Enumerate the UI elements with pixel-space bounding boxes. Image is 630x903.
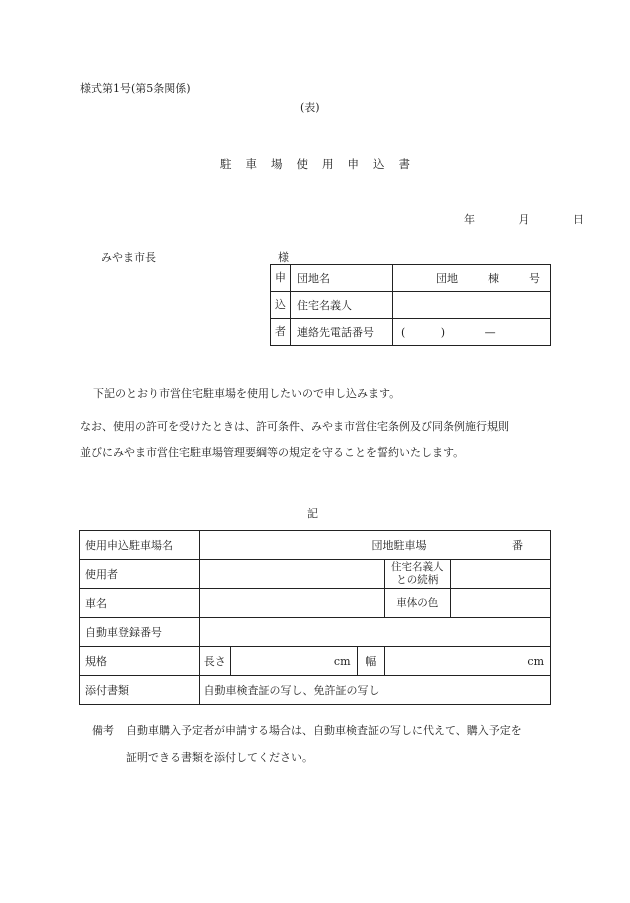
row-parking-name	[80, 531, 551, 560]
date-month: 月	[518, 213, 530, 226]
addressee: みやま市長	[101, 251, 156, 264]
applicant-side-char-1: 申	[271, 265, 291, 292]
row-car-name	[80, 589, 551, 618]
row-attachments	[80, 676, 551, 705]
date-year: 年	[464, 213, 475, 226]
width-field[interactable]	[384, 647, 550, 676]
user-label-text: 使用者	[85, 568, 118, 581]
spec-label: 規格	[80, 647, 200, 676]
registration-label: 自動車登録番号	[80, 618, 200, 647]
date-day: 日	[573, 213, 584, 226]
parking-name-label: 使用申込駐車場名	[80, 531, 200, 560]
phone-field[interactable]	[393, 319, 551, 346]
danchi-unit-danchi: 団地	[436, 272, 458, 285]
phone-dash: —	[484, 325, 496, 339]
user-field[interactable]	[199, 560, 384, 589]
row-user	[80, 560, 551, 589]
width-label: 幅	[357, 647, 384, 676]
applicant-row-holder	[271, 292, 551, 319]
relation-label	[384, 560, 450, 589]
page-title: 駐車場使用申込書	[220, 157, 424, 171]
car-color-field[interactable]	[450, 589, 550, 618]
body-text-line-2: なお、使用の許可を受けたときは、許可条件、みやま市営住宅条例及び同条例施行規則	[80, 420, 509, 433]
danchi-unit-room: 号	[529, 272, 540, 285]
form-face-label: (表)	[300, 101, 320, 114]
parking-details-table	[79, 530, 551, 705]
body-text-line-1: 下記のとおり市営住宅駐車場を使用したいので申し込みます。	[93, 387, 401, 400]
honorific: 様	[278, 251, 289, 264]
car-name-field[interactable]	[199, 589, 384, 618]
attachments-value: 自動車検査証の写し、免許証の写し	[199, 676, 550, 705]
note-label: 備考	[92, 724, 114, 737]
phone-close-paren: )	[440, 325, 446, 339]
note-line-1	[92, 722, 522, 738]
length-unit: cm	[333, 654, 351, 668]
car-name-label: 車名	[80, 589, 200, 618]
danchi-label-text: 団地名	[297, 272, 330, 285]
width-unit: cm	[527, 654, 544, 668]
date-line	[464, 211, 584, 227]
length-field[interactable]	[230, 647, 357, 676]
phone-open-paren: (	[401, 325, 406, 339]
applicant-row-phone	[271, 319, 551, 346]
body-text-line-3: 並びにみやま市営住宅駐車場管理要綱等の規定を守ることを誓約いたします。	[80, 446, 465, 459]
note-text-1: 自動車購入予定者が申請する場合は、自動車検査証の写しに代えて、購入予定を	[126, 724, 522, 737]
row-registration	[80, 618, 551, 647]
car-color-label: 車体の色	[384, 589, 450, 618]
parking-number-suffix: 番	[512, 539, 524, 552]
phone-label: 連絡先電話番号	[291, 319, 393, 346]
housing-holder-field[interactable]	[393, 292, 551, 319]
relation-label-line-2: との続柄	[396, 574, 439, 586]
ki-heading: 記	[307, 507, 318, 520]
row-spec	[80, 647, 551, 676]
applicant-table	[270, 264, 551, 346]
user-label	[80, 560, 200, 589]
parking-name-field[interactable]	[199, 531, 550, 560]
parking-danchi-suffix: 団地駐車場	[371, 539, 427, 552]
danchi-name-field[interactable]	[393, 265, 551, 292]
housing-holder-label: 住宅名義人	[291, 292, 393, 319]
length-label: 長さ	[199, 647, 230, 676]
applicant-row-danchi	[271, 265, 551, 292]
applicant-side-char-2: 込	[271, 292, 291, 319]
relation-label-line-1: 住宅名義人	[391, 561, 444, 573]
applicant-side-char-3: 者	[271, 319, 291, 346]
attachments-label: 添付書類	[80, 676, 200, 705]
registration-field[interactable]	[199, 618, 550, 647]
danchi-unit-building: 棟	[488, 272, 499, 285]
note-line-2: 証明できる書類を添付してください。	[126, 751, 313, 764]
danchi-name-label	[291, 265, 393, 292]
form-number: 様式第1号(第5条関係)	[80, 82, 191, 95]
relation-field[interactable]	[450, 560, 550, 589]
